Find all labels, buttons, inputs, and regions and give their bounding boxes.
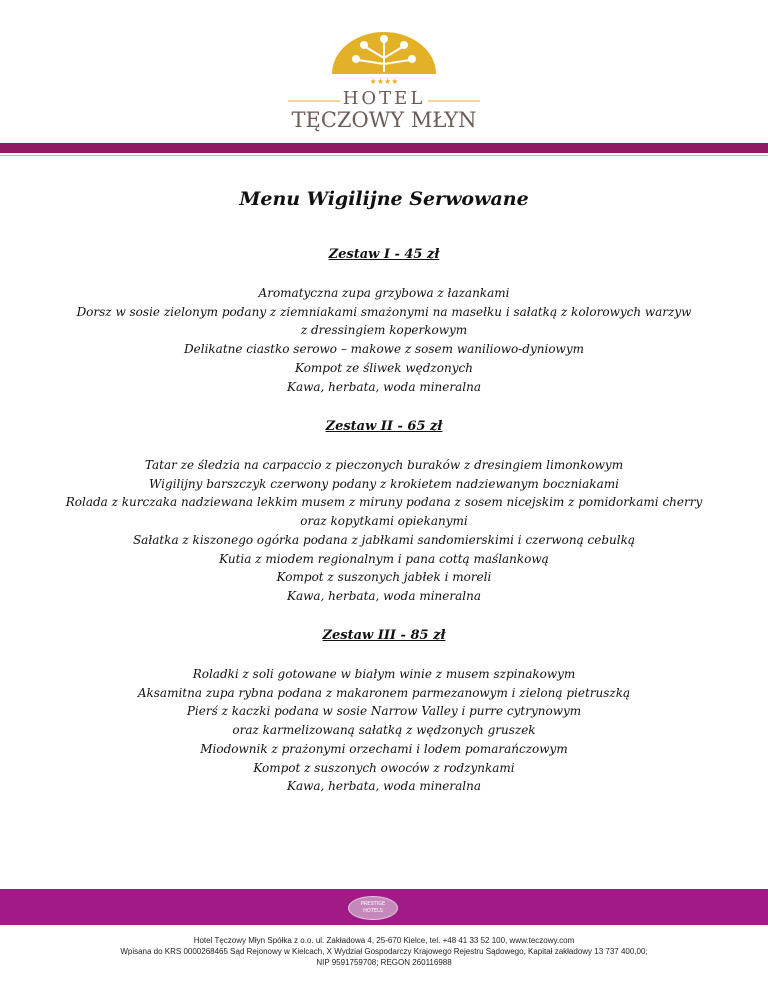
menu-item: Miodownik z prażonymi orzechami i lodem pomarańczowym — [200, 741, 568, 756]
menu-set-2 — [0, 419, 768, 606]
menu-item: Kawa, herbata, woda mineralna — [287, 588, 481, 603]
menu-item: Roladki z soli gotowane w białym winie z musem szpinakowym — [192, 667, 576, 681]
menu-item: Delikatne ciastko serowo – makowe z sosem waniliowo-dyniowym — [184, 342, 584, 357]
menu-item: Rolada z kurczaka nadziewana lekkim musem z miruny podana z sosem nicejskim z pomidorkami cherry — [65, 495, 703, 510]
menu-set-3 — [0, 628, 768, 796]
menu-item: Wigilijny barszczyk czerwony podany z krokietem nadziewanym boczniakami — [149, 476, 619, 491]
menu-item: z dressingiem koperkowym — [300, 323, 468, 338]
menu-item: Kawa, herbata, woda mineralna — [287, 779, 481, 794]
hotel-logo — [284, 28, 484, 132]
menu-item: Aksamitna zupa rybna podana z makaronem parmezanowym i zieloną pietruszką — [137, 685, 631, 700]
footer-text — [0, 935, 768, 968]
menu-item: Kompot z suszonych owoców z rodzynkami — [253, 760, 515, 775]
menu-item: Dorsz w sosie zielonym podany z ziemniakami smażonymi na masełku i sałatką z kolorowych warzyw — [76, 304, 692, 319]
badge-line: PRESTIGE — [360, 901, 386, 907]
menu-set-1 — [0, 247, 768, 396]
menu-title: Menu Wigilijne Serwowane — [239, 188, 529, 210]
set-heading: Zestaw II - 65 zł — [325, 419, 443, 434]
logo-stars: ★★★★ — [369, 77, 399, 86]
menu-item: Kawa, herbata, woda mineralna — [287, 379, 481, 394]
logo-hotel-text: HOTEL — [342, 88, 426, 109]
header-divider — [0, 155, 768, 156]
menu-item: Kompot z suszonych jabłek i moreli — [276, 570, 492, 585]
menu-item: oraz kopytkami opiekanymi — [300, 514, 468, 529]
badge-line: HOTELS — [363, 908, 383, 914]
menu-item: Pierś z kaczki podana w sosie Narrow Valley i purre cytrynowym — [186, 704, 582, 719]
menu-item: Tatar ze śledzia na carpaccio z pieczonych buraków z dresingiem limonkowym — [144, 458, 624, 472]
footer-line: NIP 9591759708; REGON 260116988 — [316, 958, 452, 967]
header-band — [0, 143, 768, 153]
footer-line: Hotel Tęczowy Młyn Spółka z o.o. ul. Zakładowa 4, 25-670 Kielce, tel. +48 41 33 52 100, www.teczowy.com — [193, 936, 575, 945]
set-heading: Zestaw III - 85 zł — [322, 628, 446, 643]
menu-item: Aromatyczna zupa grzybowa z łazankami — [258, 286, 510, 300]
menu-item: Kutia z miodem regionalnym i pana cottą maślankową — [219, 551, 549, 566]
footer-line: Wpisana do KRS 0000268465 Sąd Rejonowy w Kielcach, X Wydział Gospodarczy Krajowego Rejestru Sądowego, Kapitał zakładowy 13 737 400,00; — [120, 947, 648, 956]
menu-item: oraz karmelizowaną sałatką z wędzonych gruszek — [232, 723, 536, 738]
set-heading: Zestaw I - 45 zł — [328, 247, 440, 262]
logo-name-text: TĘCZOWY MŁYN — [291, 108, 477, 132]
menu-item: Kompot ze śliwek wędzonych — [295, 360, 473, 375]
menu-item: Sałatka z kiszonego ogórka podana z jabłkami sandomierskimi i czerwoną cebulką — [132, 532, 636, 547]
prestige-hotels-badge — [348, 896, 398, 920]
